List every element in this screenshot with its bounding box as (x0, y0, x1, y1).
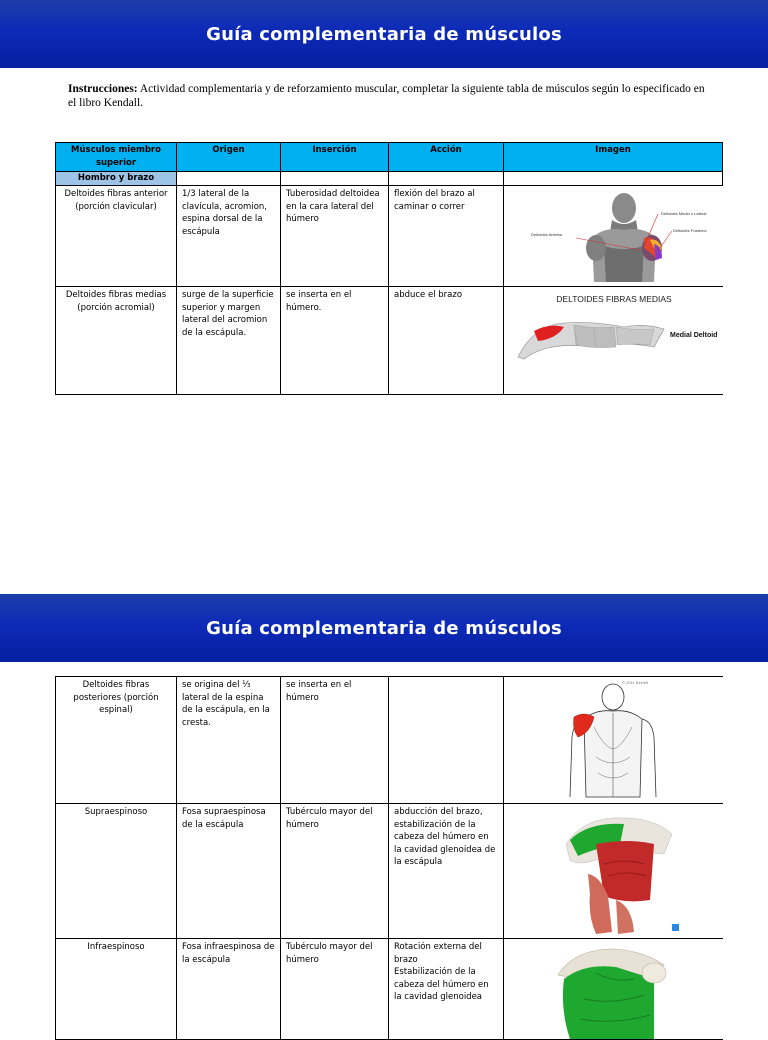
label-posterior: Deltoides Posterior (673, 228, 707, 233)
muscle-origin: se origina del ⅓ lateral de la espina de la escápula, en la cresta. (177, 677, 281, 804)
medial-deltoid-illustration (504, 287, 723, 394)
muscle-name: Deltoides fibras posteriores (porción espinal) (56, 677, 177, 804)
image-title: DELTOIDES FIBRAS MEDIAS (556, 294, 672, 304)
muscle-table (55, 142, 723, 395)
table-row (56, 804, 723, 939)
table-row (56, 677, 723, 804)
muscle-origin: surge de la superficie superior y margen lateral del acromion de la escápula. (177, 287, 281, 395)
instructions (68, 82, 708, 110)
header-action: Acción (389, 143, 504, 172)
table-row (56, 287, 723, 395)
banner-title: Guía complementaria de músculos (206, 23, 562, 45)
muscle-action: abducción del brazo, estabilización de la cabeza del húmero en la cavidad glenoidea de la escápula (389, 804, 504, 939)
muscle-origin: Fosa supraespinosa de la escápula (177, 804, 281, 939)
muscle-table-2 (55, 676, 723, 1040)
header-muscles: Músculos miembro superior (56, 143, 177, 172)
page-banner-2 (0, 594, 768, 662)
muscle-insertion: Tubérculo mayor del húmero (281, 939, 389, 1040)
image-cell (504, 287, 723, 395)
image-cell (504, 186, 723, 287)
muscle-name: Supraespinoso (56, 804, 177, 939)
muscle-name: Infraespinoso (56, 939, 177, 1040)
infraspinatus-illustration (504, 939, 723, 1039)
page-banner (0, 0, 768, 68)
muscle-action: flexión del brazo al caminar o correr (389, 186, 504, 287)
anterior-deltoid-illustration (504, 186, 723, 286)
image-cell (504, 804, 723, 939)
section-label: Hombro y brazo (56, 172, 177, 186)
image-credit: © 2011 Kinhelt (622, 680, 649, 685)
muscle-insertion: se inserta en el húmero (281, 677, 389, 804)
muscle-name: Deltoides fibras medias (porción acromial) (56, 287, 177, 395)
muscle-action: abduce el brazo (389, 287, 504, 395)
instructions-label: Instrucciones: (68, 83, 138, 95)
image-cell (504, 939, 723, 1040)
muscle-insertion: Tuberosidad deltoidea en la cara lateral del húmero (281, 186, 389, 287)
table-row (56, 939, 723, 1040)
instructions-text: Actividad complementaria y de reforzamiento muscular, completar la siguiente tabla de músculos según lo especificado en el libro Kendall. (68, 83, 705, 109)
muscle-name: Deltoides fibras anterior (porción clavicular) (56, 186, 177, 287)
header-origin: Origen (177, 143, 281, 172)
header-image: Imagen (504, 143, 723, 172)
label-anterior: Deltoides Anterior (531, 232, 563, 237)
supraspinatus-illustration (504, 804, 723, 938)
muscle-origin: 1/3 lateral de la clavícula, acromion, espina dorsal de la escápula (177, 186, 281, 287)
muscle-origin: Fosa infraespinosa de la escápula (177, 939, 281, 1040)
muscle-insertion: Tubérculo mayor del húmero (281, 804, 389, 939)
muscle-action (389, 677, 504, 804)
posterior-deltoid-illustration (504, 677, 723, 803)
muscle-action: Rotación externa del brazo Estabilización de la cabeza del húmero en la cavidad glenoidea (389, 939, 504, 1040)
table-row (56, 186, 723, 287)
table-header-row (56, 143, 723, 172)
label-medio: Deltoides Medio o Lateral (661, 211, 707, 216)
banner-title-2: Guía complementaria de músculos (206, 617, 562, 639)
image-cell (504, 677, 723, 804)
muscle-insertion: se inserta en el húmero. (281, 287, 389, 395)
image-label: Medial Deltoid (670, 332, 718, 339)
section-row (56, 172, 723, 186)
header-insertion: Inserción (281, 143, 389, 172)
